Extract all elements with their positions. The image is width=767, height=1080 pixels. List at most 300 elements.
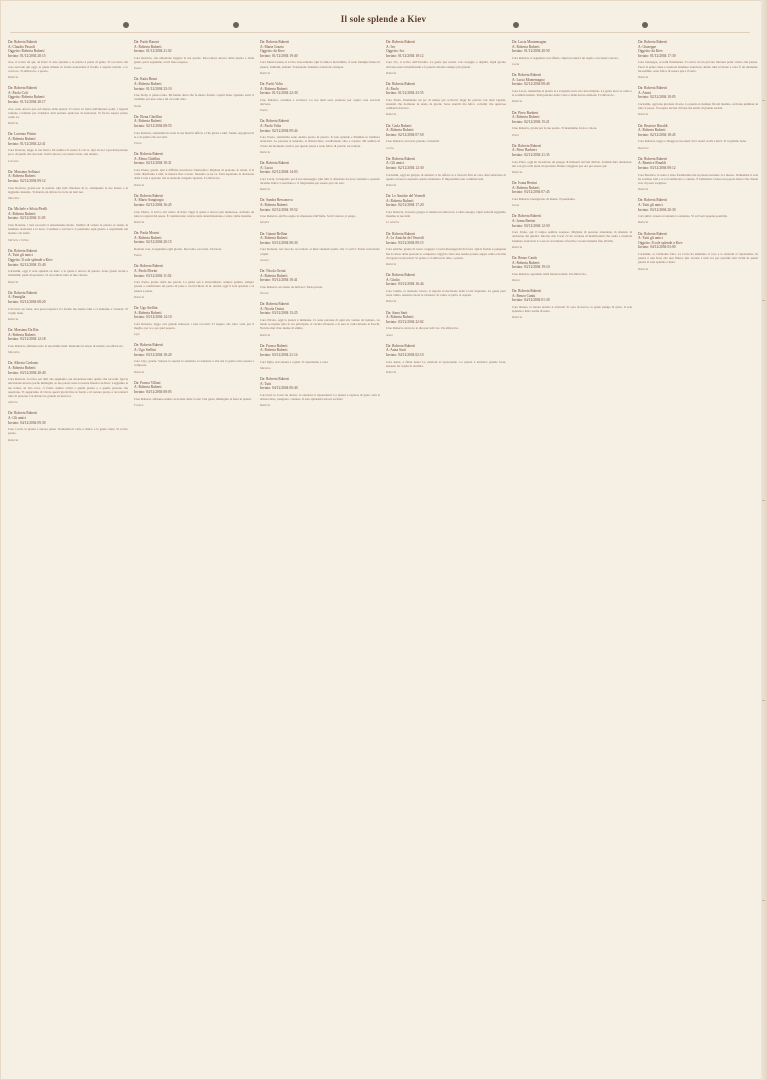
message-signature: Beatrice bbox=[638, 145, 649, 150]
message-signature: Ivana bbox=[512, 203, 520, 208]
message-header-line: A: Maria Grazia bbox=[260, 44, 284, 49]
message-header-line: Inviato: 04/12/2004 02:10 bbox=[386, 352, 424, 357]
message-header-line: Da: Roberta Ruberti bbox=[386, 343, 416, 348]
email-message bbox=[260, 302, 380, 337]
message-header-line: A: Tutti bbox=[260, 381, 272, 386]
message-header-line: A: Tutti gli amici bbox=[638, 236, 663, 241]
message-header-line: A: Elena Chiellini bbox=[134, 156, 161, 161]
message-signature: Ugo bbox=[134, 332, 140, 337]
message-signature: Franca bbox=[134, 402, 144, 407]
email-message bbox=[638, 157, 758, 192]
message-body: Cara Lucia, ti ringrazio per il tuo messaggio. Qui tutti ci chiedono da dove veniamo e quando diciamo Italia ci sorridono e ci ringraziano per essere qui con loro. bbox=[260, 176, 380, 185]
email-message bbox=[386, 82, 506, 117]
message-body: Ciao Roberta, grazie per le notizie. Qui tutti chiedono di te, stampiamo le tue lettere e le leggiamo insieme. Ti mando un abbraccio forte da tutti noi. bbox=[8, 185, 128, 194]
message-header-line: A: Roberta Ruberti bbox=[8, 332, 36, 337]
message-header-line: A: Gli amici bbox=[8, 415, 26, 420]
message-body: Cara Lucia, stamattina la piazza si è svegliata sotto un cielo limpido. La gente beve tè caldo e si scambia notizie. Tutti parlano della Corte e delle nuove elezioni. Ti abbraccio. bbox=[512, 88, 632, 98]
message-header-line: Da: Piero Barbieri bbox=[512, 110, 539, 115]
message-header-line: A: Roberta Ruberti bbox=[386, 198, 414, 203]
message-header-line: Inviato: 04/12/2004 09:30 bbox=[8, 420, 46, 425]
letter-column bbox=[8, 40, 128, 1068]
message-header-line: Inviato: 03/12/2004 20:40 bbox=[8, 370, 46, 375]
message-header-line: Da: Sandra Bessonova bbox=[260, 198, 293, 203]
message-header-line: Inviato: 03/12/2004 08:12 bbox=[638, 165, 676, 170]
email-message bbox=[386, 273, 506, 303]
message-header-line: Inviato: 03/12/2004 09:15 bbox=[386, 240, 424, 245]
message-signature: Roberta bbox=[8, 316, 19, 321]
message-header-line: Da: Roberta Ruberti bbox=[134, 264, 164, 269]
message-body: Ciao Roberta, un saluto da tutti noi. Torna presto. bbox=[260, 284, 324, 289]
message-header-line: Inviato: 03/12/2004 08:20 bbox=[8, 299, 46, 304]
message-header-line: Da: Roberta Ruberti bbox=[386, 156, 416, 161]
message-header-line: Inviato: 02/12/2004 17:20 bbox=[386, 203, 424, 208]
message-header-line: Inviato: 03/12/2004 14:10 bbox=[134, 315, 172, 320]
message-header-line: Da: Lucia Montemagno bbox=[512, 40, 547, 44]
message-signature: Sandra bbox=[260, 220, 270, 225]
message-signature: Paolo bbox=[260, 108, 268, 113]
message-header-line: Da: Anna Sarti bbox=[386, 310, 408, 315]
message-signature: Roberta bbox=[8, 279, 19, 284]
message-body: Ciao Roberta, un bacio grande, ci manchi. bbox=[386, 139, 440, 144]
message-body: Ciao Roberta, i tuoi racconti ci emozionano molto. Sembra di vedere la piazza, le tende, le bandiere arancioni e la neve. Continua a scriverci, ti pensiamo ogni giorno e aspettiamo tue notizie con ansia. bbox=[8, 222, 128, 236]
message-body: Cara Maria Grazia, ti scrivo velocemente. Qui il clima è incredibile, ci sono famiglie intere in piazza, bambini, anziani. Sventolano bandiere arancioni ovunque. bbox=[260, 60, 380, 69]
message-header-line: Da: Roberta Ruberti bbox=[8, 40, 38, 44]
letter-column bbox=[512, 40, 632, 1068]
message-signature: Roberta bbox=[386, 112, 397, 117]
message-body: Caro Renzo, la buona notizia è arrivata! Si vota di nuovo, la gente piange di gioia. Il sole splende a Kiev anche di notte. bbox=[512, 304, 632, 314]
message-header-line: A: Roberta Ruberti bbox=[134, 44, 162, 49]
message-header-line: Inviato: 02/12/2004 08:55 bbox=[134, 123, 172, 128]
message-header-line: A: Roberta Ruberti bbox=[260, 273, 288, 278]
message-header-line: Inviato: 03/12/2004 20:30 bbox=[638, 207, 676, 212]
message-header-line: Inviato: 03/12/2004 22:02 bbox=[386, 319, 424, 324]
message-header-line: Inviato: 01/12/2004 19:40 bbox=[260, 53, 298, 58]
message-body: Cari tutti, la Corte ha deciso: le elezioni si ripeteranno! La piazza è esplosa di gioia, tutti si abbracciano, piangono, cantano. Il sole splenderà ancora su Kiev. bbox=[260, 392, 380, 401]
message-signature: Mamma bbox=[260, 365, 271, 370]
message-signature: Gianni bbox=[260, 257, 269, 262]
message-body: ciao, ti scrivo da qui, da Kiev: il sole splende e la piazza è piena di gente. Ti racconto che cosa succede qui oggi, la gente rimane in strada nonostante il freddo e aspetta notizie, e io con loro. Ti abbraccio, a presto. bbox=[8, 60, 128, 73]
message-header-line: Da: Alberta Cirdonio bbox=[8, 361, 39, 366]
email-message bbox=[260, 269, 380, 295]
email-message bbox=[8, 291, 128, 321]
message-header-line: A: Paolo Coli bbox=[8, 90, 28, 95]
message-body: Cara Roberta, ieri sera ho raccontato ai miei studenti quello che ci scrivi. Erano tutti molto colpiti. bbox=[260, 247, 380, 256]
message-header-line: Inviato: 03/12/2004 12:18 bbox=[8, 337, 46, 342]
email-message bbox=[386, 194, 506, 224]
message-header-line: Inviato: 02/12/2004 16:45 bbox=[134, 202, 172, 207]
message-signature: Roberta bbox=[260, 403, 271, 408]
letter-column bbox=[386, 40, 506, 1068]
message-header-line: Da: Ivana Bertini bbox=[512, 181, 537, 186]
email-message bbox=[134, 77, 254, 107]
message-header-line: Inviato: 04/12/2004 03:00 bbox=[638, 245, 676, 250]
email-message bbox=[512, 40, 632, 66]
message-header-line: A: Paolo Volta bbox=[260, 123, 282, 128]
message-signature: Roberta bbox=[8, 74, 19, 79]
message-header-line: Da: Roberta Ruberti bbox=[8, 290, 38, 295]
message-body: Cara Roberta, leggo le tue mail e mi sembra di essere lì con te. Qui da noi i giornali parlano poco di quello che succede. Scrivi ancora, raccontaci tutto, stai attenta. bbox=[8, 148, 128, 157]
message-body: Cara Anna, è finita bene! Le elezioni si ripeteranno. La piazza è un'unica grande festa, nessuno ha voglia di dormire. bbox=[386, 359, 506, 368]
message-header-line: A: Roberta Ruberti bbox=[638, 128, 666, 133]
message-header-line: Oggetto: Il sole splende a Kiev bbox=[638, 240, 683, 245]
message-header-line: Da: Roberta Ruberti bbox=[512, 214, 542, 219]
message-signature: Carla bbox=[386, 145, 394, 150]
message-header-line: Inviato: 03/12/2004 19:10 bbox=[512, 265, 550, 270]
message-header-line: Da: Massimo Da Rin bbox=[8, 328, 39, 333]
message-header-line: Da: Lorenzo Pittini bbox=[8, 132, 36, 137]
email-message bbox=[386, 40, 506, 75]
message-header-line: A: Piero Barbieri bbox=[512, 148, 537, 153]
message-header-line: Inviato: 01/12/2004 22:41 bbox=[8, 141, 46, 146]
message-header-line: Inviato: 02/12/2004 09:44 bbox=[260, 128, 298, 133]
message-header-line: Inviato: 01/12/2004 18:12 bbox=[386, 53, 424, 58]
message-header-line: A: Roberta Ruberti bbox=[512, 185, 540, 190]
message-header-line: A: Ivo bbox=[386, 44, 396, 49]
message-signature: Roberta bbox=[386, 261, 397, 266]
message-header-line: Da: Roberta Ruberti bbox=[8, 248, 38, 253]
message-body: Cara Elena, grazie. Qui è difficile descrivere l'atmosfera: migliaia di persone, le tende, il tè caldo distribuito a tutti, la musica fino a notte. Nessuno se ne va. Tutti aspettano la decisione della Corte e sperano che le elezioni vengano ripetute. Ti abbraccio. bbox=[134, 167, 254, 181]
email-message bbox=[260, 377, 380, 407]
email-message bbox=[386, 311, 506, 337]
message-header-line: Da: Roberta Ruberti bbox=[134, 193, 164, 198]
message-header-line: Inviato: 02/12/2004 18:45 bbox=[638, 132, 676, 137]
message-signature: Roberta bbox=[134, 219, 145, 224]
message-header-line: A: Roberta Ruberti bbox=[512, 44, 540, 49]
message-signature: Le amiche bbox=[386, 220, 400, 225]
message-header-line: Inviato: 04/12/2004 08:05 bbox=[134, 389, 172, 394]
message-header-line: A: Ivana Bertini bbox=[512, 218, 536, 223]
message-header-line: Oggetto: da Kiev bbox=[260, 49, 285, 54]
email-message bbox=[134, 194, 254, 224]
title-divider bbox=[10, 32, 750, 33]
message-signature: Anna bbox=[386, 332, 393, 337]
message-header-line: Oggetto: da Kiev bbox=[638, 49, 663, 54]
message-body: Cara Paola, grazie delle tue parole. La gente qui è straordinaria, sempre gentile, sempre pronta a condividere un pezzo di pane o un bicchiere di tè. Anche oggi il sole splende e la piazza è piena. bbox=[134, 280, 254, 293]
message-header-line: Da: Paolo Volta bbox=[260, 81, 283, 86]
message-header-line: A: Roberta Ruberti bbox=[134, 385, 162, 390]
message-body: Caro Ivo, ti scrivo dall'Ucraina. La gente qui resiste con coraggio e dignità. Ogni giorno arrivano nuovi manifestanti e la piazza diventa sempre più grande. bbox=[386, 60, 506, 69]
email-message bbox=[8, 86, 128, 125]
message-header-line: Da: Roberta Ruberti bbox=[8, 411, 38, 416]
message-header-line: Oggetto: Ivo bbox=[386, 49, 405, 54]
message-header-line: A: Roberta Ruberti bbox=[134, 119, 162, 124]
email-message bbox=[260, 344, 380, 370]
message-signature: Elena bbox=[134, 140, 142, 145]
message-body: Ciao Roberta, grazie per le tue parole. Ti mandiamo forza e calore. bbox=[512, 126, 598, 131]
message-body: Caro Giulio, la tensione cresce, si aspetta la decisione della Corte Suprema. La gente però resta calma, nessuno vuole la violenza. Si canta, si parla, si aspetta. bbox=[386, 288, 506, 298]
message-header-line: Inviato: 02/12/2004 20:15 bbox=[134, 240, 172, 245]
message-body: Cari tutti, sto bene, non preoccupatevi. Fa freddo ma siamo tanti e ci aiutiamo a vicenda. Vi voglio bene. bbox=[8, 306, 128, 315]
message-signature: Roberta bbox=[512, 99, 523, 104]
letter-column bbox=[134, 40, 254, 1068]
email-message bbox=[260, 198, 380, 224]
email-message bbox=[638, 232, 758, 271]
email-message bbox=[512, 144, 632, 174]
message-signature: Roberta bbox=[512, 169, 523, 174]
message-header-line: Inviato: 02/12/2004 08:40 bbox=[512, 82, 550, 87]
message-header-line: Inviato: 01/12/2004 20:17 bbox=[8, 99, 46, 104]
message-header-line: Da: Elena Chiellini bbox=[134, 114, 162, 119]
message-body: Ciao Roberta, incrocio le dita per tutti voi. Un abbraccio. bbox=[386, 326, 459, 331]
message-header-line: Inviato: 01/12/2004 20:15 bbox=[8, 53, 46, 58]
message-body: Ciao Roberta, continua a scriverci. Le tue mail sono preziose per capire cosa succede davvero. bbox=[260, 97, 380, 106]
message-header-line: Da: Roberta Ruberti bbox=[512, 73, 542, 78]
email-message bbox=[134, 306, 254, 336]
message-header-line: A: Lucia bbox=[260, 165, 273, 170]
message-header-line: Inviato: 02/12/2004 15:21 bbox=[512, 119, 550, 124]
message-header-line: Da: Roberta Ruberti bbox=[638, 231, 668, 236]
email-message bbox=[386, 344, 506, 374]
email-message bbox=[8, 207, 128, 242]
message-body: Cara Roberta, che emozione leggere le tue parole. Raccontaci ancora della piazza e della gente, qui ti seguiamo con il fiato sospeso. bbox=[134, 55, 254, 64]
message-header-line: Inviato: 04/12/2004 00:40 bbox=[260, 386, 298, 391]
message-header-line: A: Giulio bbox=[386, 277, 400, 282]
message-body: Caro Nicola, oggi la piazza è immensa. Ci sono persone di ogni età, venute da lontano. Le tende occupano tutta la via principale, si cucina all'aperto e la sera si canta intorno ai fuochi. Non ho mai visto niente di simile. bbox=[260, 317, 380, 331]
message-header-line: Oggetto: Roberta Ruberti bbox=[8, 49, 45, 54]
letter-columns bbox=[8, 40, 758, 1068]
email-message bbox=[386, 232, 506, 267]
message-header-line: A: Nicola Orsini bbox=[260, 306, 284, 311]
message-header-line: A: Famiglia bbox=[8, 295, 26, 300]
message-header-line: A: Roberta Ruberti bbox=[134, 235, 162, 240]
message-body: Cara Roberta, stamattina ho letto la tua mail in ufficio e l'ho girata a tutti. Siamo orgogliosi di te e di quello che racconti. bbox=[134, 130, 254, 139]
message-header-line: Da: Roberta Ruberti bbox=[638, 86, 668, 91]
message-header-line: Inviato: 03/12/2004 21:14 bbox=[260, 352, 298, 357]
message-header-line: Da: Katia Bruni bbox=[134, 77, 157, 82]
email-message bbox=[512, 256, 632, 282]
message-header-line: Da: Paolo Baroni bbox=[134, 40, 159, 44]
message-header-line: Inviato: 03/12/2004 16:44 bbox=[386, 282, 424, 287]
email-message bbox=[386, 157, 506, 187]
message-body: Cara figlia, stai attenta e copriti. Ti aspettiamo a casa. bbox=[260, 359, 329, 364]
message-signature: Roberta bbox=[638, 266, 649, 271]
message-signature: Piero bbox=[512, 132, 519, 137]
message-header-line: Da: Roberta Ruberti bbox=[386, 231, 416, 236]
message-signature: Paola bbox=[134, 253, 142, 258]
message-header-line: A: Claudio Passoli bbox=[8, 44, 35, 49]
email-message bbox=[512, 214, 632, 249]
email-message bbox=[8, 328, 128, 354]
message-header-line: A: Roberta Ruberti bbox=[8, 136, 36, 141]
message-header-line: A: Amici bbox=[638, 90, 652, 95]
message-header-line: Oggetto: Roberta Ruberti bbox=[8, 95, 45, 100]
message-signature: Roberta bbox=[512, 244, 523, 249]
email-message bbox=[134, 264, 254, 299]
message-header-line: Inviato: 03/12/2004 11:02 bbox=[134, 273, 172, 278]
message-header-line: Inviato: 02/12/2004 12:30 bbox=[386, 165, 424, 170]
message-body: Roberta cara, ti seguiamo ogni giorno. Racconta, racconta. Un bacio. bbox=[134, 246, 222, 251]
email-message bbox=[512, 111, 632, 137]
email-message bbox=[8, 361, 128, 404]
message-header-line: A: Roberta Ruberti bbox=[260, 86, 288, 91]
message-header-line: A: Ugo Stellini bbox=[134, 347, 156, 352]
message-body: Carissimi, oggi una giornata di sole. La piazza si riempie fin dal mattino, arrivano pullman da tutto il paese. Si respira un'aria di festa ma anche di grande serietà. bbox=[638, 101, 758, 111]
message-header-line: A: Tutti gli amici bbox=[638, 202, 663, 207]
message-header-line: Inviato: 03/12/2004 07:45 bbox=[512, 190, 550, 195]
message-header-line: Da: Beatrice Rinaldi bbox=[638, 123, 668, 128]
message-header-line: Da: Gianni Bellina bbox=[260, 231, 288, 236]
message-header-line: Da: Roberta Ruberti bbox=[134, 152, 164, 157]
message-header-line: Da: Franca Villani bbox=[134, 380, 161, 385]
message-body: Cara Roberta, ti scrivo per dirti che seguiamo con attenzione tutto quello che racconti. Qui la televisione mostra poche immagini, le tue parole sono la nostra finestra su Kiev. Leggiamo le tue lettere ad alta voce, ci fanno sentire vicini a quella piazza e a quelle persone che aspettano. Ti auguriamo di vivere questi giorni fino in fondo e di tornare presto a raccontarci tutto di persona. Un abbraccio grande da tutti noi. bbox=[8, 377, 128, 398]
message-signature: Roberta bbox=[134, 369, 145, 374]
message-signature: Massimo bbox=[8, 195, 20, 200]
message-body: Cara Roberta, ti seguiamo con affetto. Ogni tua mail è un regalo, raccontaci ancora. bbox=[512, 55, 619, 60]
message-header-line: Da: Roberta Ruberti bbox=[8, 86, 38, 91]
email-message bbox=[134, 231, 254, 257]
message-header-line: Da: Franca Ruberti bbox=[260, 343, 288, 348]
message-header-line: Da: Le Amiche del Venerdì bbox=[386, 194, 426, 199]
message-header-line: Inviato: 01/12/2004 23:55 bbox=[386, 91, 424, 96]
message-header-line: Da: Roberta Ruberti bbox=[260, 119, 290, 124]
message-header-line: Da: Roberta Ruberti bbox=[134, 343, 164, 348]
message-header-line: Da: Roberta Ruberti bbox=[512, 143, 542, 148]
message-header-line: Inviato: 02/12/2004 09:12 bbox=[8, 178, 46, 183]
message-header-line: Inviato: 01/12/2004 22:30 bbox=[260, 91, 298, 96]
message-signature: Roberta bbox=[260, 70, 271, 75]
message-signature: Roberta bbox=[386, 299, 397, 304]
message-header-line: Da: Roberta Ruberti bbox=[638, 156, 668, 161]
message-header-line: A: Roberta Ruberti bbox=[512, 260, 540, 265]
message-body: Caro Piero, oggi ho incontrato un gruppo di minatori arrivati dall'est. Uomini duri, silenziosi, ma con gli occhi pieni di speranza. Hanno viaggiato per ore per essere qui. bbox=[512, 159, 632, 168]
message-body: Carissimi, oggi il sole splende su Kiev e la gente è ancora in piazza. Sono giorni strani e bellissimi, pieni di speranza. Vi racconterò tutto al mio ritorno. bbox=[8, 269, 128, 278]
message-header-line: Inviato: 02/12/2004 10:31 bbox=[134, 161, 172, 166]
message-signature: Roberta bbox=[638, 74, 649, 79]
message-header-line: Da: Roberta Ruberti bbox=[386, 40, 416, 44]
message-header-line: Da: Carla Ruberti bbox=[386, 123, 412, 128]
message-signature: Roberta bbox=[638, 187, 649, 192]
message-header-line: A: Giuseppe bbox=[638, 44, 657, 49]
message-header-line: A: Roberta Ruberti bbox=[8, 211, 36, 216]
message-signature: Roberta bbox=[386, 369, 397, 374]
message-signature: Paolo bbox=[134, 66, 142, 71]
message-body: Carissimi, oggi un gruppo di anziani ci ha offerto tè e biscotti fatti in casa. Raccontavano di quanto avessero aspettato questo momento. È impossibile non commuoversi. bbox=[386, 172, 506, 181]
email-message bbox=[260, 40, 380, 75]
message-header-line: A: Roberta Ruberti bbox=[260, 236, 288, 241]
message-header-line: A: Paola Morini bbox=[134, 268, 158, 273]
message-header-line: Da: Roberta Ruberti bbox=[638, 40, 668, 44]
message-header-line: Inviato: 01/12/2004 23:10 bbox=[134, 86, 172, 91]
page-title: Il sole splende a Kiev bbox=[340, 14, 427, 24]
message-header-line: Da: Roberta Ruberti bbox=[386, 81, 416, 86]
message-header-line: A: Roberta Ruberti bbox=[260, 348, 288, 353]
message-header-line: Da: Michele e Silvia Pirelli bbox=[8, 207, 48, 212]
message-signature: Massimo bbox=[8, 350, 20, 355]
email-message bbox=[134, 343, 254, 373]
message-body: Care amiche, grazie di cuore. Leggere i vostri messaggi mi dà forza. Qui il freddo è pungente ma il calore delle persone lo compensa. Oggi ho visto una nonna portare zuppa calda a decine di ragazzi sconosciuti. Vi penso e vi abbraccio tutte, a presto. bbox=[386, 247, 506, 260]
message-body: Cara Roberta, buongiorno da Roma. Ti pensiamo. bbox=[512, 196, 576, 201]
message-signature: Michele e Silvia bbox=[8, 237, 29, 242]
message-header-line: Inviato: 01/12/2004 20:50 bbox=[512, 49, 550, 54]
message-body: Carissimi, ce l'abbiamo fatta. La Corte ha annullato il voto e le elezioni si ripeteranno. In piazza è una festa che non finisce più. Grazie a tutti voi per essermi stati vicini in questi giorni. Il sole splende a Kiev. bbox=[638, 251, 758, 265]
message-header-line: A: Gli amici bbox=[386, 161, 404, 166]
message-header-line: Inviato: 03/12/2004 12:50 bbox=[512, 223, 550, 228]
message-signature: Roberta bbox=[386, 182, 397, 187]
message-body: Caro Giuseppe, eccomi finalmente. Ti scrivo da un piccolo internet point vicino alla piazza. Fuori la gente canta e sventola bandiere arancioni, dentro tutti scrivono a casa. È un momento incredibile, sono felice di essere qui a viverlo. bbox=[638, 60, 758, 73]
message-body: Cara Roberta, leggo con grande interesse i tuoi racconti. Ti auguro che tutto vada per il meglio, per te e per quel popolo. bbox=[134, 321, 254, 330]
message-header-line: Da: Renzo Cantù bbox=[512, 255, 537, 260]
message-header-line: A: Roberta Ruberti bbox=[386, 128, 414, 133]
letter-column bbox=[260, 40, 380, 1068]
message-signature: Nicola bbox=[260, 290, 269, 295]
email-message bbox=[512, 289, 632, 319]
message-header-line: Inviato: 03/12/2004 10:41 bbox=[260, 278, 298, 283]
binding-edge bbox=[761, 0, 767, 1080]
message-header-line: Inviato: 03/12/2004 08:30 bbox=[260, 240, 298, 245]
letter-column bbox=[638, 40, 758, 1068]
message-body: Caro Paolo, stamattina sono andata presto in piazza. Il sole splende e illumina le bandiere arancioni. Le persone si salutano, si abbracciano, condividono cibo e coperte. Mi sembra di vivere un momento storico per questo paese e sono felice di poterlo raccontare. bbox=[260, 135, 380, 148]
message-header-line: A: Roberta Ruberti bbox=[8, 365, 36, 370]
email-message bbox=[638, 124, 758, 150]
message-body: Ciao Roberta, speriamo nella buona notizia. Un abbraccio. bbox=[512, 271, 587, 276]
message-header-line: A: Mario Sangiorgio bbox=[134, 198, 164, 203]
message-body: Caro Paolo, finalmente un po' di tempo per scriverti. Oggi ho parlato con tanti ragazzi, studenti che dormono in tenda da giorni. Sono stanchi ma felici, convinti che qualcosa cambierà davvero. bbox=[386, 97, 506, 111]
message-header-line: Da: Roberta Ruberti bbox=[638, 198, 668, 203]
message-header-line: Inviato: 01/12/2004 21:02 bbox=[134, 49, 172, 54]
email-message bbox=[638, 86, 758, 116]
message-header-line: Inviato: 02/12/2004 15:40 bbox=[8, 262, 46, 267]
message-header-line: Oggetto: Il sole splende a Kiev bbox=[8, 257, 53, 262]
message-header-line: A: Anna Sarti bbox=[386, 348, 406, 353]
message-header-line: Da: Roberta Ruberti bbox=[386, 273, 416, 278]
message-header-line: Da: Roberta Ruberti bbox=[512, 289, 542, 294]
message-body: Caro Ugo, grazie. Stasera si aspetta la sentenza, la tensione è alta ma la gente resta serena e composta. bbox=[134, 359, 254, 368]
message-header-line: Inviato: 02/12/2004 11:05 bbox=[8, 216, 46, 221]
message-header-line: Da: Ugo Stellini bbox=[134, 305, 158, 310]
email-message bbox=[134, 381, 254, 407]
message-header-line: Da: Nicola Orsini bbox=[260, 268, 286, 273]
message-body: Ciao Roberta, abbiamo sentito la notizia della Corte! Che gioia, immagino la festa in piazza. bbox=[134, 396, 252, 401]
message-header-line: A: Lucia Montemagno bbox=[512, 77, 545, 82]
message-header-line: Da: Paola Morini bbox=[134, 231, 159, 236]
message-body: Cara Beatrice, la notte è stata freddissima ma in piazza nessuno si è mosso. Stamattina il sole ha scaldato tutti e si è ricominciato a cantare. È bellissimo vedere un popolo intero che chiede solo di poter scegliere. bbox=[638, 172, 758, 185]
email-message bbox=[8, 132, 128, 162]
message-header-line: Inviato: 02/12/2004 21:35 bbox=[512, 152, 550, 157]
message-signature: Renzo bbox=[512, 277, 520, 282]
email-message bbox=[260, 232, 380, 262]
message-signature: Roberta bbox=[8, 437, 19, 442]
message-signature: Roberta bbox=[386, 70, 397, 75]
message-header-line: A: Tutti gli amici bbox=[8, 253, 33, 258]
email-message bbox=[8, 249, 128, 284]
message-body: Ciao Roberta, abbiamo letto la tua ultima mail. Restiamo in attesa di notizie, un abbraccio. bbox=[8, 343, 124, 348]
message-header-line: Da: Roberta Ruberti bbox=[260, 160, 290, 165]
message-signature: Roberta bbox=[134, 182, 145, 187]
message-body: Cara Ivana, qui il tempo sembra sospeso. Migliaia di persone attendono in silenzio la decisione dei giudici. Intorno alla Corte c'è un cordone di manifestanti che canta e sventola bandiere arancioni. La sera si accendono i fuochi e si resta insieme fino all'alba. bbox=[512, 230, 632, 243]
email-message bbox=[8, 40, 128, 79]
message-header-line: Inviato: 02/12/2004 10:05 bbox=[638, 95, 676, 100]
message-signature: Alberta bbox=[8, 400, 18, 405]
message-body: Cara Roberta, il nostro gruppo ti manda un abbraccio e tanta energia. Ogni venerdì leggiamo insieme le tue mail. bbox=[386, 209, 506, 219]
message-header-line: A: Roberta Ruberti bbox=[134, 310, 162, 315]
email-message bbox=[638, 198, 758, 224]
message-signature: Roberta bbox=[260, 187, 271, 192]
message-signature: Roberta bbox=[638, 112, 649, 117]
email-message bbox=[260, 82, 380, 112]
message-signature: Roberta bbox=[8, 121, 19, 126]
email-message bbox=[134, 40, 254, 70]
message-header-line: A: Roberta Ruberti bbox=[134, 81, 162, 86]
message-header-line: Da: Roberta Ruberti bbox=[260, 376, 290, 381]
message-body: Cara Roberta, leggo e rileggo le tue mail. Sei i nostri occhi a Kiev. Ti vogliamo bene. bbox=[638, 139, 747, 144]
message-signature: Roberta bbox=[512, 315, 523, 320]
message-signature: Katia bbox=[134, 103, 142, 108]
email-message bbox=[260, 161, 380, 191]
email-message bbox=[8, 170, 128, 200]
message-header-line: Da: Roberta Ruberti bbox=[260, 302, 290, 307]
message-body: Cari amici, stasera si attende la sentenza. Vi scriverò appena possibile. bbox=[638, 214, 728, 219]
message-header-line: Inviato: 03/12/2004 13:25 bbox=[260, 311, 298, 316]
